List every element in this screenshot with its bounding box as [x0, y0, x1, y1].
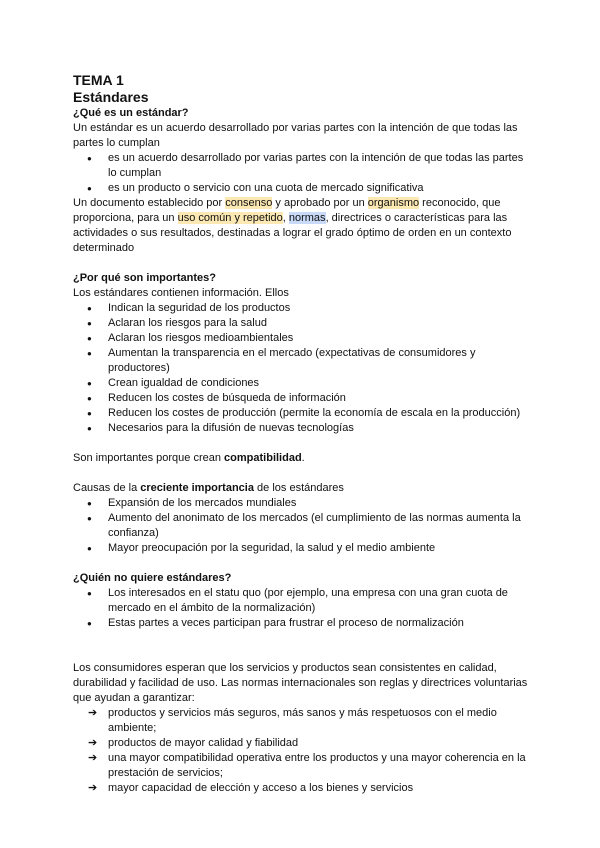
definition-text: , directrices o características para las actividades o sus resultados, destinadas a lograr el grado óptimo de orden en un contexto determinado: [73, 212, 512, 254]
document-subtitle: Estándares: [73, 89, 149, 105]
definition-paragraph: [73, 196, 528, 256]
list-item: ➔ mayor capacidad de elección y acceso a los bienes y servicios: [73, 781, 528, 796]
causes-text: Causas de la: [73, 482, 141, 494]
causes-bold: creciente importancia: [140, 482, 254, 494]
list-item: ● es un acuerdo desarrollado por varias partes con la intención de que todas las partes lo cumplan: [73, 151, 528, 181]
bullet-list: [73, 151, 528, 196]
list-item: ● Mayor preocupación por la seguridad, la salud y el medio ambiente: [73, 541, 528, 556]
list-item: ● Necesarios para la difusión de nuevas tecnologías: [73, 421, 528, 436]
highlight-organismo: organismo: [367, 197, 420, 209]
section-heading-por-que: ¿Por qué son importantes?: [73, 272, 217, 284]
list-item: ● Reducen los costes de producción (permite la economía de escala en la producción): [73, 406, 528, 421]
list-item: ● Indican la seguridad de los productos: [73, 301, 528, 316]
highlight-consenso: consenso: [225, 197, 273, 209]
list-item: ● Estas partes a veces participan para frustrar el proceso de normalización: [73, 616, 528, 631]
definition-text: reconocido, que proporciona, para un: [73, 197, 501, 224]
list-item: ● Aclaran los riesgos medioambientales: [73, 331, 528, 346]
list-item: ● Aumentan la transparencia en el mercado (expectativas de consumidores y productores): [73, 346, 528, 376]
bullet-list: [73, 496, 528, 556]
importance-bold: compatibilidad: [224, 452, 302, 464]
section-intro-paragraph: Un estándar es un acuerdo desarrollado por varias partes con la intención de que todas las partes lo cumplan: [73, 122, 518, 149]
arrow-list: [73, 706, 528, 796]
causes-paragraph: [73, 481, 528, 496]
list-item: ➔ una mayor compatibilidad operativa entre los productos y una mayor coherencia en la prestación de servicios;: [73, 751, 528, 781]
importance-text: Son importantes porque crean: [73, 452, 225, 464]
importance-paragraph: [73, 451, 528, 466]
section-intro-paragraph: Los estándares contienen información. Ellos: [73, 287, 289, 299]
bullet-list: [73, 301, 528, 436]
definition-text: y aprobado por un: [272, 197, 368, 209]
highlight-uso-comun: uso común y repetido: [177, 212, 283, 224]
consumers-paragraph: Los consumidores esperan que los servicios y productos sean consistentes en calidad, durabilidad y facilidad de uso. Las normas internacionales son reglas y directrices voluntarias que ayudan a garantizar:: [73, 662, 528, 704]
causes-text: de los estándares: [253, 482, 344, 494]
list-item: ● Aclaran los riesgos para la salud: [73, 316, 528, 331]
bullet-list: [73, 586, 528, 631]
importance-text: .: [301, 452, 305, 464]
list-item: ● Los interesados en el statu quo (por ejemplo, una empresa con una gran cuota de mercado en el ámbito de la normalización): [73, 586, 528, 616]
list-item: ➔ productos y servicios más seguros, más sanos y más respetuosos con el medio ambiente;: [73, 706, 528, 736]
definition-text: ,: [282, 212, 289, 224]
highlight-normas: normas: [288, 212, 326, 224]
list-item: ➔ productos de mayor calidad y fiabilidad: [73, 736, 528, 751]
list-item: ● Crean igualdad de condiciones: [73, 376, 528, 391]
list-item: ● Expansión de los mercados mundiales: [73, 496, 528, 511]
document-title: TEMA 1: [73, 72, 124, 88]
section-heading-quien: ¿Quién no quiere estándares?: [73, 572, 232, 584]
document-body: [73, 72, 528, 796]
list-item: ● es un producto o servicio con una cuota de mercado significativa: [73, 181, 528, 196]
definition-text: Un documento establecido por: [73, 197, 226, 209]
section-heading-que-es: ¿Qué es un estándar?: [73, 107, 189, 119]
list-item: ● Reducen los costes de búsqueda de información: [73, 391, 528, 406]
list-item: ● Aumento del anonimato de los mercados (el cumplimiento de las normas aumenta la confianza): [73, 511, 528, 541]
